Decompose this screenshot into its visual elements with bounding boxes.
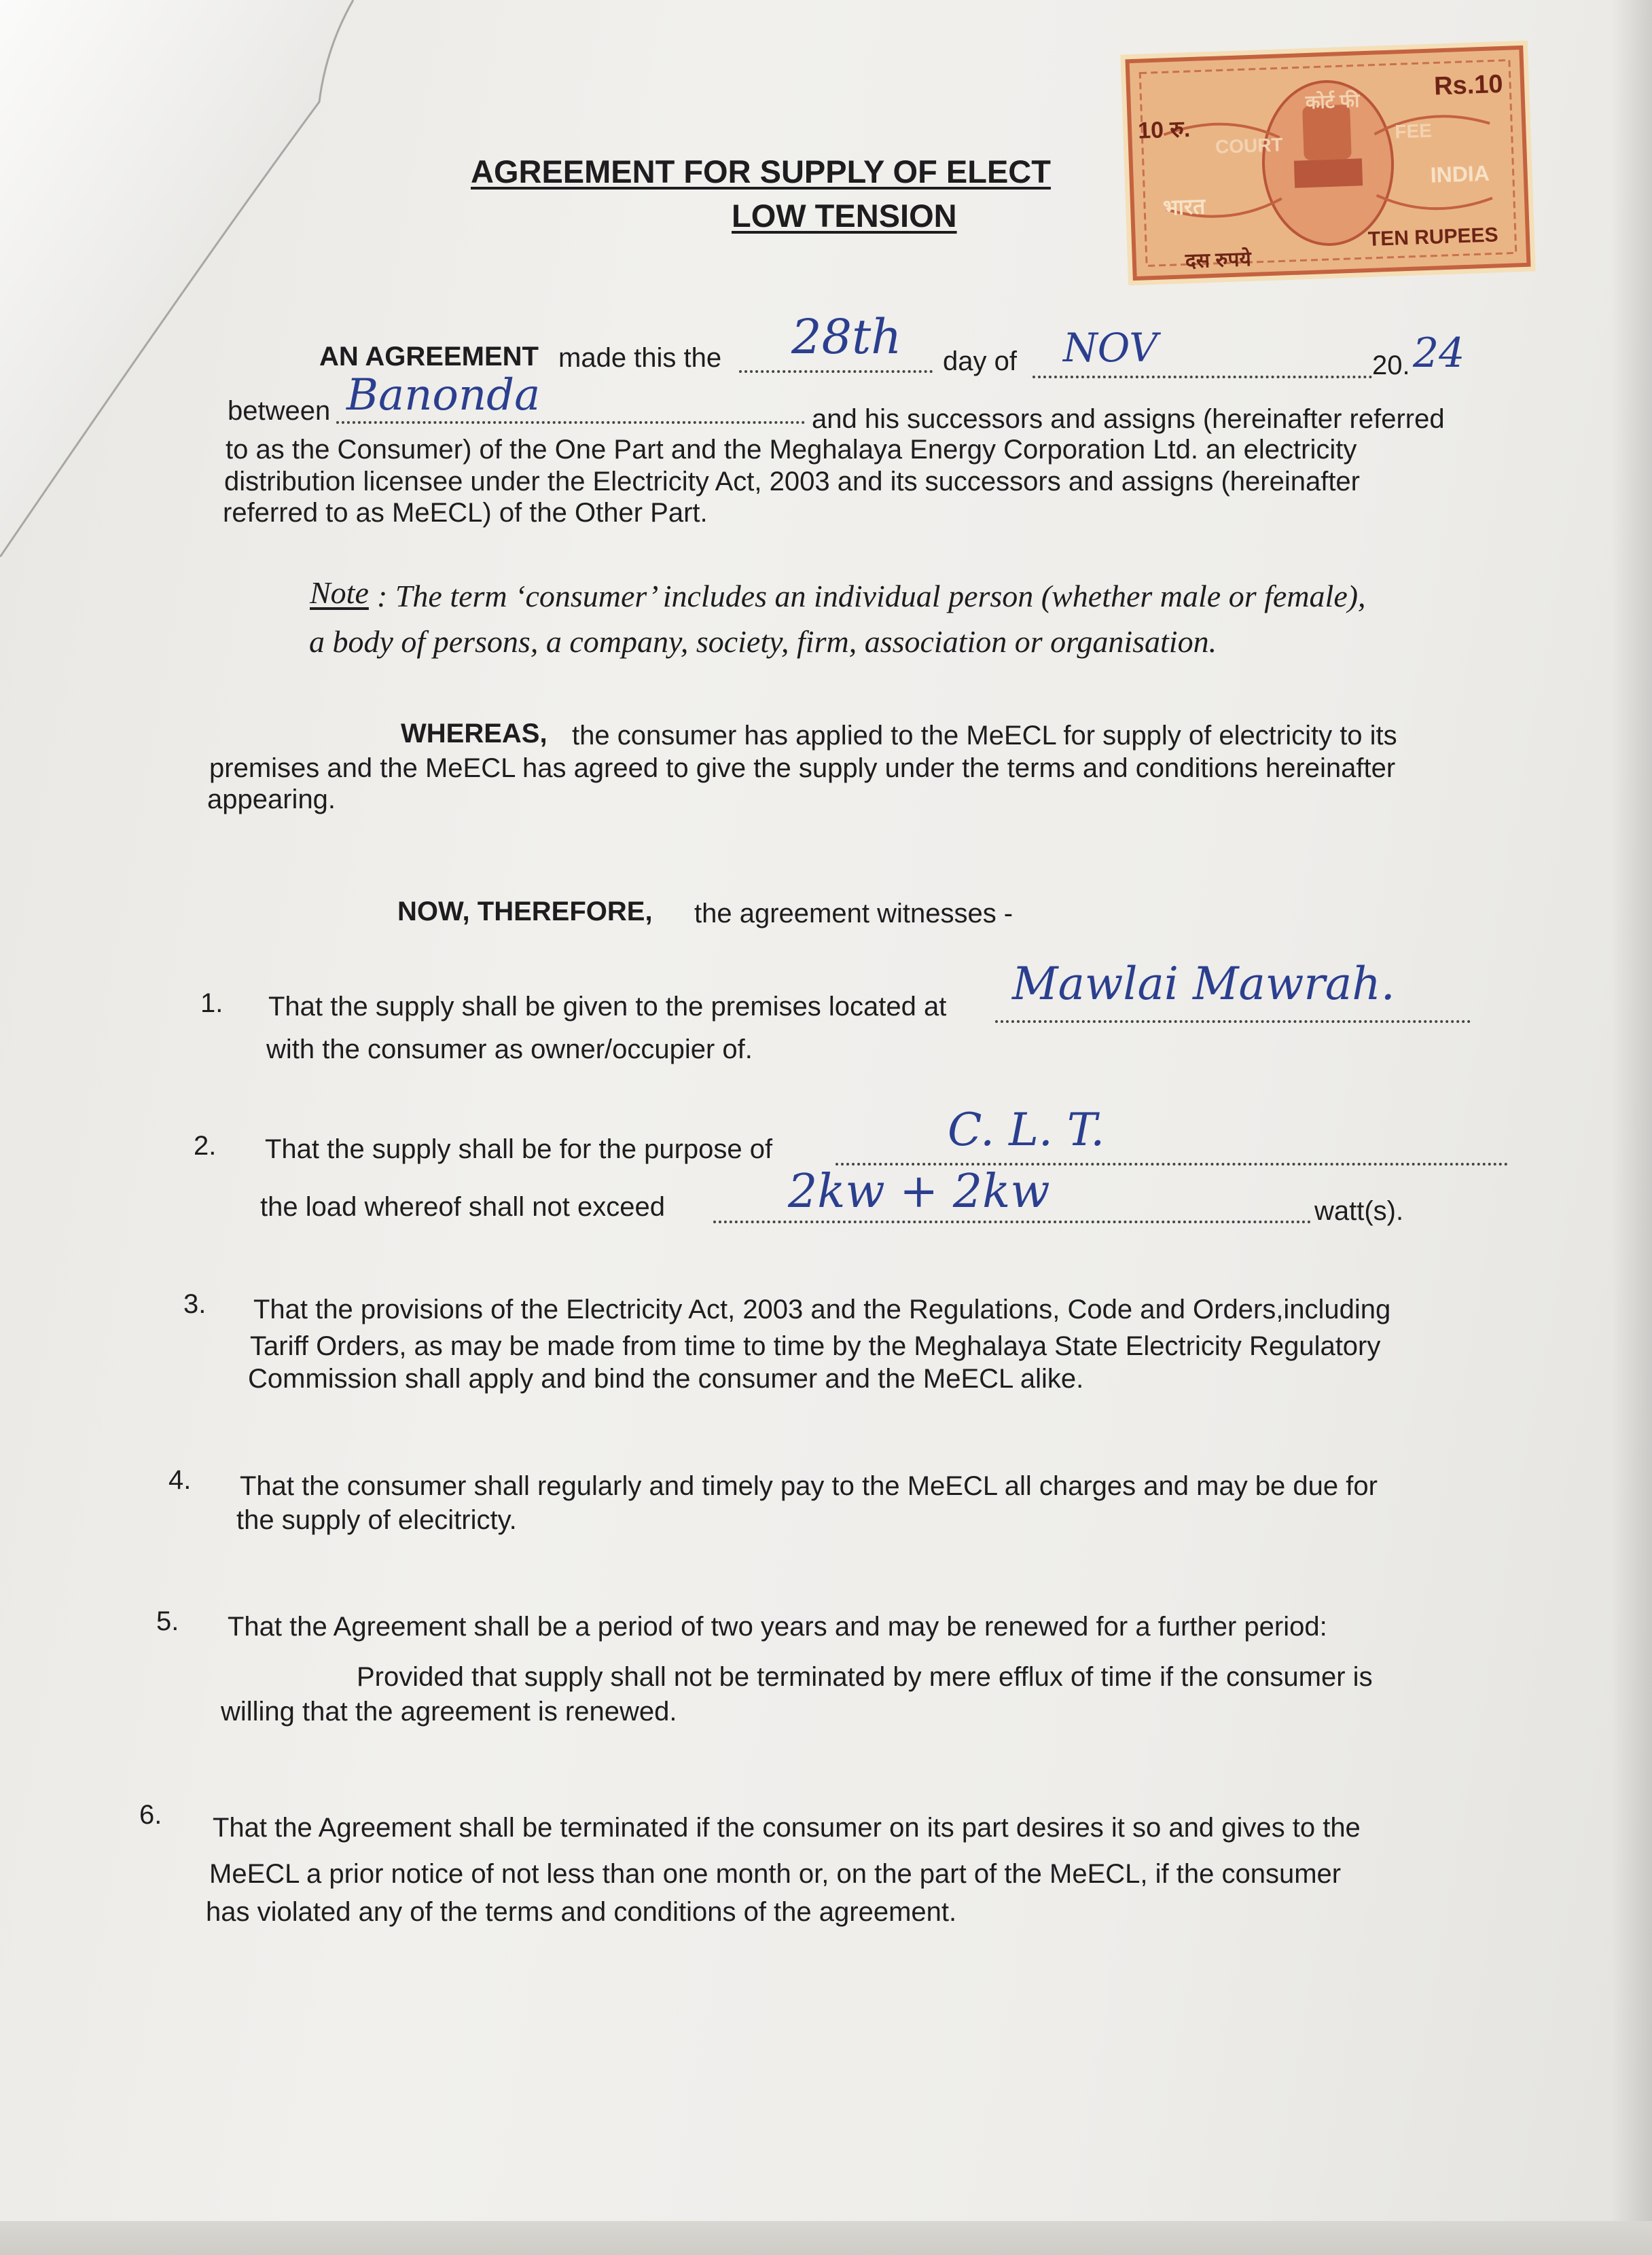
whereas-line-1: the consumer has applied to the MeECL for supply of electricity to its [572, 721, 1397, 751]
intro-line-3: distribution licensee under the Electricity Act, 2003 and its successors and assigns (hereinafter [224, 467, 1360, 497]
whereas-lead: WHEREAS, [401, 719, 547, 748]
clause-4-number: 4. [168, 1465, 192, 1495]
note-line-1: : The term ‘consumer’ includes an individual person (whether male or female), [377, 579, 1366, 613]
note-label: Note [310, 575, 369, 610]
clause-3-line-2: Tariff Orders, as may be made from time to time by the Meghalaya State Electricity Regulatory [250, 1331, 1381, 1361]
clause-1-line-1: That the supply shall be given to the premises located at [268, 992, 947, 1022]
stamp-india: INDIA [1430, 160, 1490, 187]
intro-line-4: referred to as MeECL) of the Other Part. [223, 498, 708, 528]
clause-3-line-1: That the provisions of the Electricity Act, 2003 and the Regulations, Code and Orders,including [253, 1295, 1391, 1324]
now-therefore-lead: NOW, THEREFORE, [397, 897, 653, 926]
stamp-court: COURT [1215, 134, 1284, 158]
day-value: 28th [791, 309, 902, 365]
clause-4-line-1: That the consumer shall regularly and timely pay to the MeECL all charges and may be due for [240, 1471, 1378, 1501]
clause-4-line-2: the supply of elecitricty. [236, 1505, 517, 1535]
clause-6-line-2: MeECL a prior notice of not less than one month or, on the part of the MeECL, if the consumer [209, 1859, 1342, 1889]
note-line-2: a body of persons, a company, society, firm, association or organisation. [309, 624, 1217, 659]
court-fee-stamp [1120, 41, 1536, 286]
intro-line-2: to as the Consumer) of the One Part and the Meghalaya Energy Corporation Ltd. an electricity [226, 435, 1357, 465]
stamp-das-rupaye: दस रुपये [1185, 248, 1252, 273]
intro-day-of: day of [943, 346, 1017, 376]
consumer-name-line [336, 421, 805, 424]
clause-6-number: 6. [139, 1800, 162, 1830]
clause-6-line-1: That the Agreement shall be terminated if the consumer on its part desires it so and gives to the [213, 1813, 1361, 1843]
clause-5-line-1: That the Agreement shall be a period of two years and may be renewed for a further period: [228, 1612, 1327, 1642]
stamp-fee: FEE [1394, 120, 1433, 143]
purpose-value: C. L. T. [948, 1104, 1105, 1156]
intro-between: between [228, 396, 331, 426]
clause-2-number: 2. [194, 1131, 217, 1161]
intro-lead: AN AGREEMENT [319, 342, 539, 372]
load-field-line [713, 1221, 1311, 1223]
clause-6-line-3: has violated any of the terms and conditions of the agreement. [206, 1897, 957, 1927]
whereas-line-3: appearing. [207, 784, 336, 814]
intro-made-this: made this the [558, 343, 722, 373]
stamp-bharat: भारत [1162, 194, 1206, 220]
month-field-line [1032, 376, 1372, 378]
clause-1-line-2: with the consumer as owner/occupier of. [266, 1034, 753, 1064]
stamp-denomination-left: 10 रु. [1137, 116, 1191, 144]
premises-location-value: Mawlai Mawrah. [1012, 958, 1395, 1010]
stamp-court-fee-hindi: कोर्ट फी [1305, 90, 1360, 113]
clause-3-number: 3. [183, 1289, 206, 1319]
now-therefore-rest: the agreement witnesses - [694, 899, 1013, 928]
year-prefix: 20. [1372, 350, 1410, 380]
clause-3-line-3: Commission shall apply and bind the consumer and the MeECL alike. [248, 1364, 1084, 1394]
stamp-denomination-right: Rs.10 [1433, 69, 1504, 101]
title-line-2: LOW TENSION [732, 198, 957, 234]
clause-2-line-2: the load whereof shall not exceed [260, 1192, 665, 1222]
month-value: NOV [1063, 325, 1158, 371]
load-value: 2kw + 2kw [788, 1165, 1050, 1219]
title-line-1: AGREEMENT FOR SUPPLY OF ELECT [471, 154, 1051, 190]
intro-line-1-rest: and his successors and assigns (hereinafter referred [812, 404, 1445, 434]
consumer-name-value: Banonda [346, 370, 541, 420]
year-value: 24 [1413, 329, 1465, 377]
whereas-line-2: premises and the MeECL has agreed to give the supply under the terms and conditions hereinafter [209, 753, 1396, 783]
stamp-ten-rupees: TEN RUPEES [1367, 223, 1499, 251]
clause-2-line-1: That the supply shall be for the purpose of [265, 1134, 773, 1164]
clause-5-number: 5. [156, 1606, 179, 1636]
clause-1-number: 1. [200, 988, 223, 1018]
page-shadow [1611, 0, 1652, 2255]
load-unit: watt(s). [1314, 1196, 1404, 1226]
clause-5-line-2: Provided that supply shall not be terminated by mere efflux of time if the consumer is [357, 1662, 1373, 1692]
clause-5-line-3: willing that the agreement is renewed. [221, 1697, 677, 1727]
day-field-line [739, 370, 933, 373]
premises-location-line [995, 1020, 1471, 1023]
page-bottom-edge [0, 2221, 1652, 2255]
